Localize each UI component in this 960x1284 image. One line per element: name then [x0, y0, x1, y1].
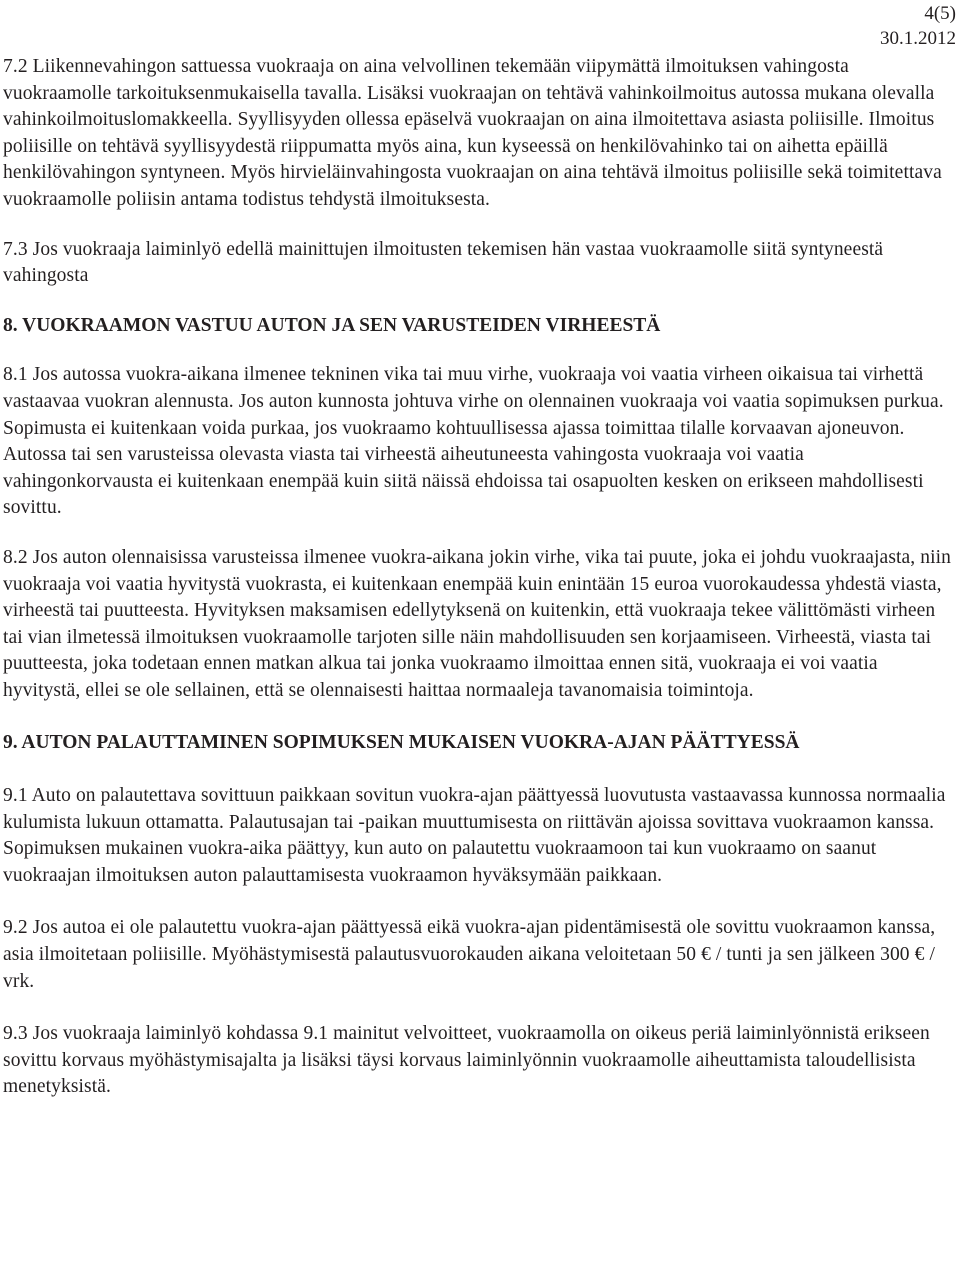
document-body — [3, 54, 956, 1101]
page-header — [880, 0, 956, 52]
heading-section-9: 9. AUTON PALAUTTAMINEN SOPIMUKSEN MUKAISEN VUOKRA-AJAN PÄÄTTYESSÄ — [3, 732, 800, 754]
page-number: 4(5) — [924, 3, 956, 24]
paragraph-9-3: 9.3 Jos vuokraaja laiminlyö kohdassa 9.1 mainitut velvoitteet, vuokraamolla on oikeus periä laiminlyönnistä erikseen sovittu korvaus myöhästymisajalta ja lisäksi täysi korvaus laiminlyönnin vuokraamolle aiheuttamista taloudellisista menetyksistä. — [3, 1023, 930, 1098]
paragraph-7-3: 7.3 Jos vuokraaja laiminlyö edellä mainittujen ilmoitusten tekemisen hän vastaa vuokraamolle siitä syntyneestä vahingosta — [3, 238, 884, 287]
paragraph-9-1: 9.1 Auto on palautettava sovittuun paikkaan sovitun vuokra-ajan päättyessä luovutusta vastaavassa kunnossa normaalia kulumista lukuun ottamatta. Palautusajan tai -paikan muuttumisesta on riittävän ajoissa sovittava vuokraamon kanssa. Sopimuksen mukainen vuokra-aika päättyy, kun auto on palautettu vuokraamoon tai kun vuokraamo on saanut vuokraajan ilmoituksen auton palauttamisesta vuokraamon hyväksymään paikkaan. — [3, 785, 946, 886]
paragraph-8-2: 8.2 Jos auton olennaisissa varusteissa ilmenee vuokra-aikana jokin virhe, vika tai puute, joka ei johdu vuokraajasta, niin vuokraaja voi vaatia hyvitystä vuokrasta, ei kuitenkaan enempää kuin enintään 15 euroa vuorokaudessa yhdestä viasta, virheestä tai puutteesta. Hyvityksen maksamisen edellytyksenä on kuitenkin, että vuokraaja tekee välittömästi virheen tai vian ilmetessä ilmoituksen vuokraamolle tarjoten sille näin mahdollisuuden sen korjaamiseen. Virheestä, viasta tai puutteesta, joka todetaan ennen matkan alkua tai jonka vuokraamo ilmoittaa ennen sitä, vuokraaja ei voi vaatia hyvitystä, ellei se ole sellainen, että se olennaisesti haittaa normaaleja tavanomaisia toimintoja. — [3, 546, 951, 701]
paragraph-7-2: 7.2 Liikennevahingon sattuessa vuokraaja on aina velvollinen tekemään viipymättä ilmoituksen vahingosta vuokraamolle tarkoituksenmukaisella tavalla. Lisäksi vuokraajan on tehtävä vahinkoilmoitus autossa mukana olevalla vahinkoilmoituslomakkeella. Syyllisyyden ollessa epäselvä vuokraajan on aina ilmoitettava asiasta poliisille. Ilmoitus poliisille on tehtävä syyllisyydestä riippumatta myös aina, kun kyseessä on henkilövahinko tai on aihetta epäillä henkilövahingon syntyneen. Myös hirvieläinvahingosta vuokraajan on aina tehtävä ilmoitus poliisille sekä toimitettava vuokraamolle poliisin antama todistus tehdystä ilmoituksesta. — [3, 56, 942, 210]
document-date: 30.1.2012 — [880, 28, 956, 49]
paragraph-8-1: 8.1 Jos autossa vuokra-aikana ilmenee tekninen vika tai muu virhe, vuokraaja voi vaatia virheen oikaisua tai virhettä vastaavaa vuokran alennusta. Jos auton kunnosta johtuva virhe on olennainen vuokraaja voi vaatia sopimuksen purkua. Sopimusta ei kuitenkaan voida purkaa, jos vuokraamo kohtuullisessa ajassa toimittaa tilalle korvaavan ajoneuvon. Autossa tai sen varusteissa olevasta viasta tai virheestä aiheutuneesta vahingosta vuokraaja voi vaatia vahingonkorvausta ei kuitenkaan enempää kuin siitä näissä ehdoissa tai osapuolten kesken on erikseen mahdollisesti sovittu. — [3, 364, 944, 519]
heading-section-8: 8. VUOKRAAMON VASTUU AUTON JA SEN VARUSTEIDEN VIRHEESTÄ — [3, 314, 661, 336]
paragraph-9-2: 9.2 Jos autoa ei ole palautettu vuokra-ajan päättyessä eikä vuokra-ajan pidentämisestä ole sovittu vuokraamon kanssa, asia ilmoitetaan poliisille. Myöhästymisestä palautusvuorokauden aikana veloitetaan 50 € / tunti ja sen jälkeen 300 € / vrk. — [3, 917, 936, 992]
